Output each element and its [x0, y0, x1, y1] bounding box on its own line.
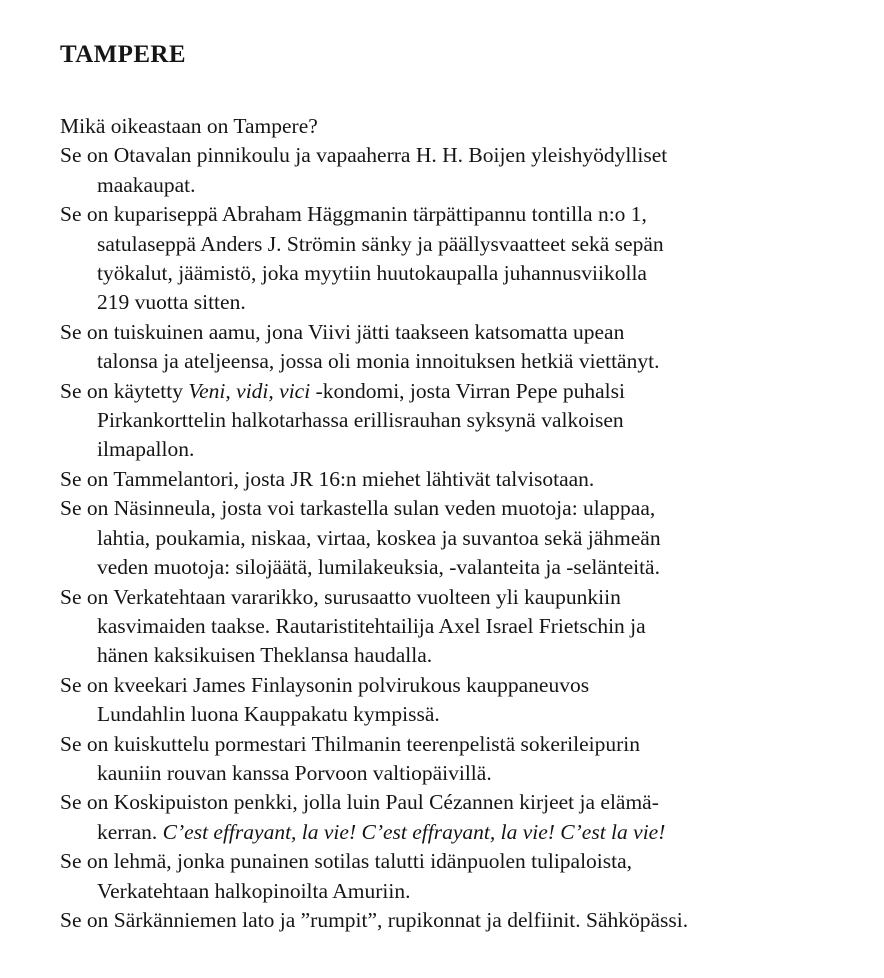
text-line [60, 171, 848, 200]
text-segment: Se on kuiskuttelu pormestari Thilmanin teerenpelistä sokerileipurin [60, 731, 640, 756]
text-segment: hänen kaksikuisen Theklansa haudalla. [97, 643, 433, 668]
paragraph [60, 377, 848, 465]
text-line [60, 141, 848, 170]
text-segment: talonsa ja ateljeensa, jossa oli monia innoituksen hetkiä viettänyt. [97, 349, 660, 374]
text-segment: Se on kupariseppä Abraham Häggmanin tärpättipannu tontilla n:o 1, [60, 202, 647, 227]
text-segment: ilmapallon. [97, 437, 195, 462]
text-line [60, 612, 848, 641]
text-line [60, 818, 848, 847]
text-segment: Mikä oikeastaan on Tampere? [60, 114, 318, 138]
text-line [60, 230, 848, 259]
paragraph [60, 583, 848, 671]
text-line [60, 759, 848, 788]
paragraph [60, 906, 848, 935]
text-segment: Se on Verkatehtaan vararikko, surusaatto vuolteen yli kaupunkiin [60, 584, 621, 609]
text-line [60, 583, 848, 612]
text-segment: kauniin rouvan kanssa Porvoon valtiopäivillä. [97, 760, 492, 785]
text-segment: Se on kveekari James Finlaysonin polvirukous kauppaneuvos [60, 672, 590, 697]
paragraph [60, 730, 848, 789]
text-line [60, 259, 848, 288]
text-line [60, 671, 848, 700]
italic-text-segment: C’est effrayant, la vie! C’est effrayant, la vie! C’est la vie! [162, 819, 666, 844]
text-line [60, 877, 848, 906]
text-line [60, 377, 848, 406]
text-body [60, 112, 848, 935]
text-segment: 219 vuotta sitten. [97, 290, 246, 315]
text-segment: Pirkankorttelin halkotarhassa erillisrauhan syksynä valkoisen [97, 408, 624, 433]
paragraph [60, 671, 848, 730]
text-segment: Se on tuiskuinen aamu, jona Viivi jätti taakseen katsomatta upean [60, 319, 625, 344]
paragraph [60, 465, 848, 494]
text-line [60, 200, 848, 229]
text-line [60, 847, 848, 876]
text-segment: Se on käytetty [60, 378, 189, 403]
text-segment: kasvimaiden taakse. Rautaristitehtailija Axel Israel Frietschin ja [97, 613, 646, 638]
text-segment: Verkatehtaan halkopinoilta Amuriin. [97, 878, 411, 903]
text-line [60, 406, 848, 435]
text-segment: maakaupat. [97, 172, 196, 197]
text-line [60, 347, 848, 376]
text-line [60, 288, 848, 317]
text-line [60, 553, 848, 582]
text-line [60, 524, 848, 553]
text-segment: lahtia, poukamia, niskaa, virtaa, koskea ja suvantoa sekä jähmeän [97, 525, 661, 550]
paragraph [60, 847, 848, 906]
paragraph [60, 200, 848, 318]
text-line [60, 700, 848, 729]
text-segment: Se on Otavalan pinnikoulu ja vapaaherra H. H. Boijen yleishyödylliset [60, 143, 668, 168]
text-line [60, 318, 848, 347]
text-line [60, 112, 848, 141]
text-segment: Se on Koskipuiston penkki, jolla luin Paul Cézannen kirjeet ja elämä- [60, 790, 659, 815]
paragraph [60, 788, 848, 847]
page-title: TAMPERE [60, 41, 186, 68]
text-segment: satulaseppä Anders J. Strömin sänky ja päällysvaatteet sekä sepän [97, 231, 664, 256]
text-segment: työkalut, jäämistö, joka myytiin huutokaupalla juhannusviikolla [97, 261, 647, 286]
italic-text-segment: Veni, vidi, vici [188, 378, 311, 403]
text-segment: Se on Särkänniemen lato ja ”rumpit”, rupikonnat ja delfiinit. Sähköpässi. [60, 907, 689, 932]
text-segment: Se on lehmä, jonka punainen sotilas talutti idänpuolen tulipaloista, [60, 849, 633, 874]
paragraph [60, 141, 848, 200]
text-segment: kerran. [97, 819, 163, 844]
text-line [60, 435, 848, 464]
text-line [60, 788, 848, 817]
text-line [60, 906, 848, 935]
text-segment: veden muotoja: silojäätä, lumilakeuksia, -valanteita ja -selänteitä. [97, 555, 660, 580]
text-line [60, 494, 848, 523]
paragraph [60, 112, 848, 141]
text-segment: Se on Tammelantori, josta JR 16:n miehet lähtivät talvisotaan. [60, 466, 595, 491]
paragraph [60, 494, 848, 582]
text-segment: -kondomi, josta Virran Pepe puhalsi [310, 378, 625, 403]
text-segment: Lundahlin luona Kauppakatu kympissä. [97, 702, 440, 727]
text-line [60, 730, 848, 759]
paragraph [60, 318, 848, 377]
text-segment: Se on Näsinneula, josta voi tarkastella sulan veden muotoja: ulappaa, [60, 496, 656, 521]
text-line [60, 641, 848, 670]
text-line [60, 465, 848, 494]
